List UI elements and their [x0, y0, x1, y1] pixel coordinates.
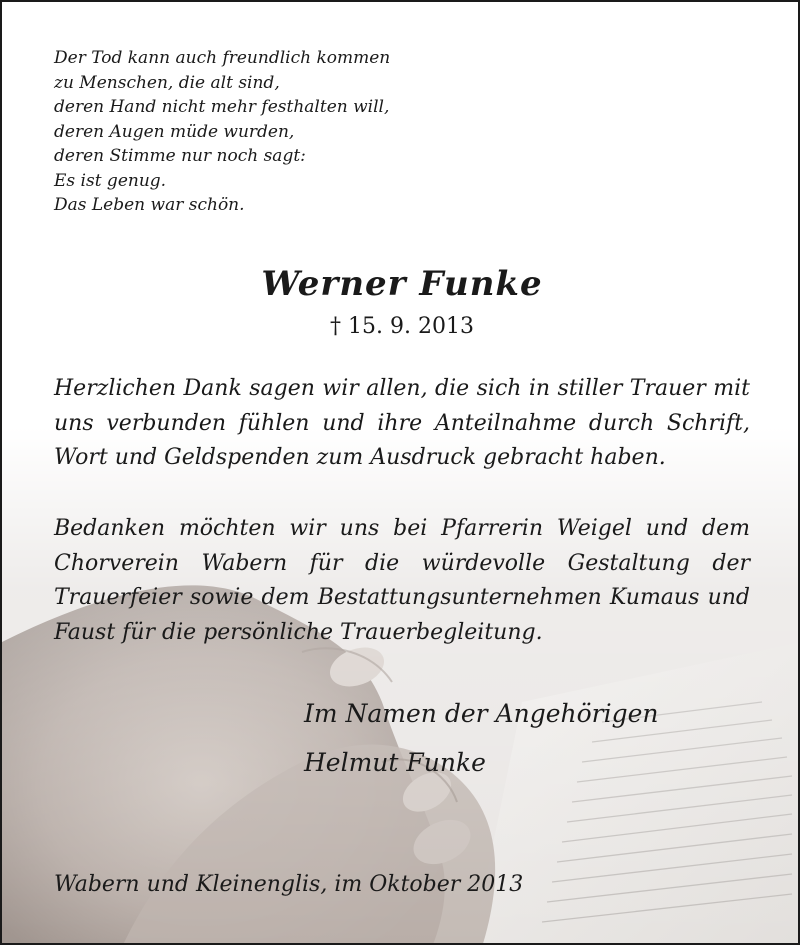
signature-name: Helmut Funke: [304, 748, 486, 777]
obituary-content: [2, 2, 800, 945]
signature-intro: Im Namen der Angehörigen: [304, 699, 659, 728]
poem-line: zu Menschen, die alt sind,: [54, 72, 280, 93]
acknowledgement-paragraph: Bedanken möchten wir uns bei Pfarrerin Weigel und dem Chorverein Wabern für die würdevolle Gestaltung der Trauerfeier sowie dem Bestattungsunternehmen Kumaus und Faust für die persönliche Trauerbegleitung.: [54, 516, 750, 645]
poem-line: Es ist genug.: [54, 170, 167, 191]
poem-line: deren Hand nicht mehr festhalten will,: [54, 97, 390, 117]
poem-line: deren Stimme nur noch sagt:: [54, 146, 306, 166]
poem-line: deren Augen müde wurden,: [54, 121, 295, 142]
thanks-paragraph: Herzlichen Dank sagen wir allen, die sich in stiller Trauer mit uns verbunden fühlen und ihre Anteilnahme durch Schrift, Wort und Geldspenden zum Ausdruck gebracht haben.: [54, 376, 750, 470]
poem: [54, 46, 390, 218]
poem-line: Das Leben war schön.: [54, 195, 245, 215]
place-and-date: Wabern und Kleinenglis, im Oktober 2013: [54, 872, 524, 897]
deceased-name: Werner Funke: [261, 264, 543, 304]
death-date: † 15. 9. 2013: [330, 314, 474, 339]
poem-line: Der Tod kann auch freundlich kommen: [54, 48, 391, 68]
